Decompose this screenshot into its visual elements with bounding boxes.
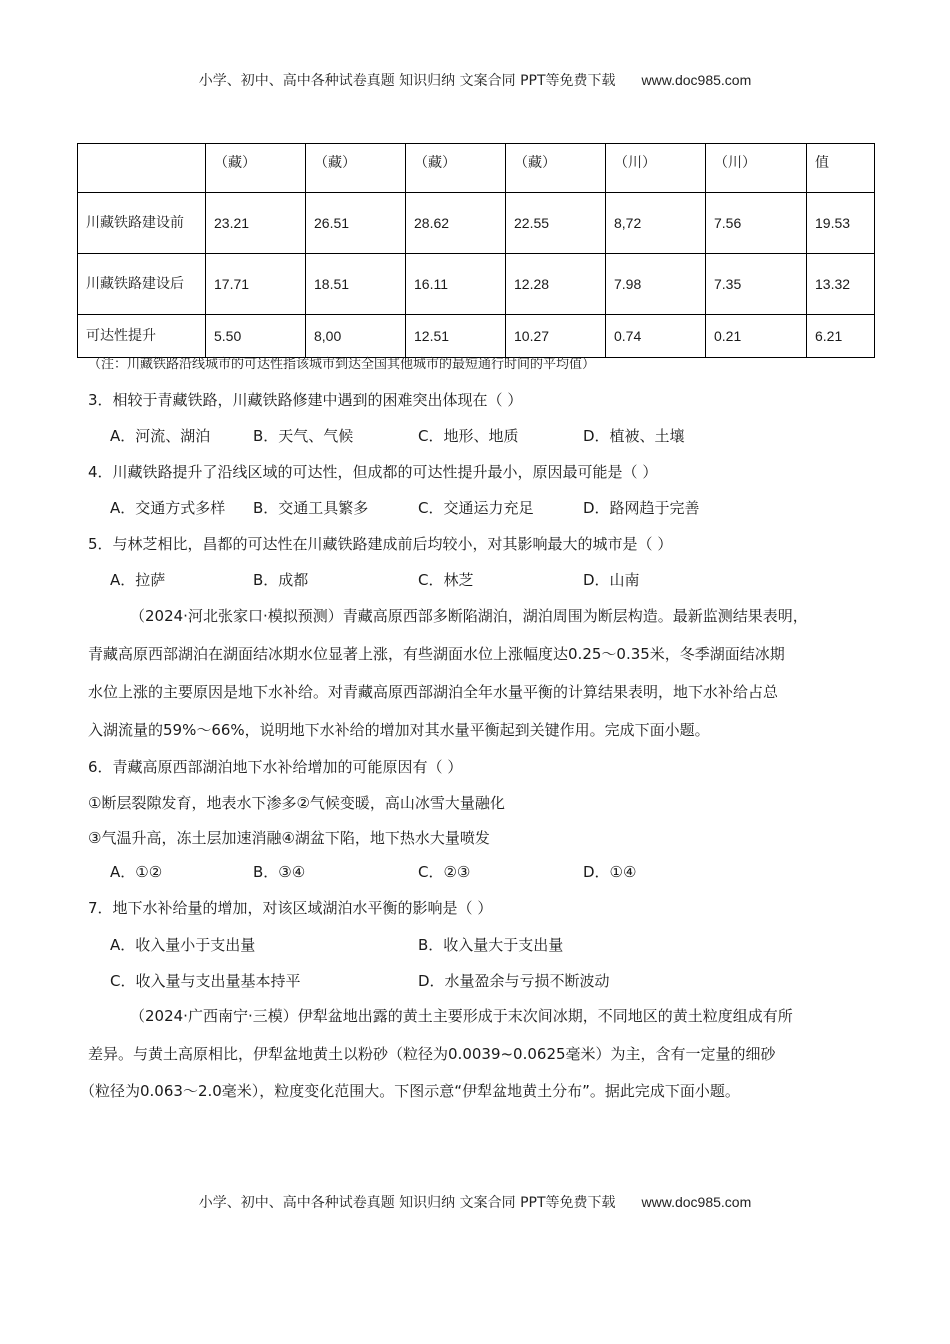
table-header-cell: （川）: [606, 144, 706, 193]
q6-option-c[interactable]: C．②③: [418, 863, 471, 881]
table-cell: 0.74: [606, 315, 706, 358]
q3-option-d[interactable]: D．植被、土壤: [583, 427, 685, 445]
table-cell: 7.98: [606, 254, 706, 315]
q4-option-a[interactable]: A．交通方式多样: [110, 499, 226, 517]
table-cell: 22.55: [506, 193, 606, 254]
table-header-cell: （藏）: [406, 144, 506, 193]
row-label: 可达性提升: [78, 315, 206, 358]
q3-option-c[interactable]: C．地形、地质: [418, 427, 519, 445]
q7-option-c[interactable]: C．收入量与支出量基本持平: [110, 972, 301, 990]
q6-statement-line: ①断层裂隙发育，地表水下渗多②气候变暖，高山冰雪大量融化: [88, 794, 505, 812]
passage-3-line: （粒径为0.063～2.0毫米），粒度变化范围大。下图示意“伊犁盆地黄土分布”。据此完成下面小题。: [80, 1082, 740, 1100]
table-cell: 5.50: [206, 315, 306, 358]
question-3-stem: 3．相较于青藏铁路，川藏铁路修建中遇到的困难突出体现在（ ）: [88, 391, 523, 409]
question-5-stem: 5．与林芝相比，昌都的可达性在川藏铁路建成前后均较小，对其影响最大的城市是（ ）: [88, 535, 673, 553]
passage-2-line: 青藏高原西部湖泊在湖面结冰期水位显著上涨，有些湖面水位上涨幅度达0.25～0.35米，冬季湖面结冰期: [88, 645, 785, 663]
table-cell: 18.51: [306, 254, 406, 315]
table-cell: 26.51: [306, 193, 406, 254]
q5-option-d[interactable]: D．山南: [583, 571, 640, 589]
q4-option-c[interactable]: C．交通运力充足: [418, 499, 534, 517]
row-label: 川藏铁路建设前: [78, 193, 206, 254]
question-4-stem: 4．川藏铁路提升了沿线区域的可达性，但成都的可达性提升最小，原因最可能是（ ）: [88, 463, 658, 481]
passage-3-line: 差异。与黄土高原相比，伊犁盆地黄土以粉砂（粒径为0.0039~0.0625毫米）为主，含有一定量的细砂: [88, 1045, 776, 1063]
table-cell: 16.11: [406, 254, 506, 315]
table-row: [78, 315, 875, 358]
passage-2-line: （2024·河北张家口·模拟预测）青藏高原西部多断陷湖泊，湖泊周围为断层构造。最新监测结果表明，: [130, 607, 808, 625]
q7-option-b[interactable]: B．收入量大于支出量: [418, 936, 564, 954]
row-label: 川藏铁路建设后: [78, 254, 206, 315]
question-6-stem: 6．青藏高原西部湖泊地下水补给增加的可能原因有（ ）: [88, 758, 463, 776]
q7-option-a[interactable]: A．收入量小于支出量: [110, 936, 256, 954]
table-header-cell: 值: [807, 144, 875, 193]
table-cell: 19.53: [807, 193, 875, 254]
table-row: [78, 254, 875, 315]
table-header-cell: （藏）: [206, 144, 306, 193]
q5-option-a[interactable]: A．拉萨: [110, 571, 166, 589]
question-7-stem: 7．地下水补给量的增加，对该区域湖泊水平衡的影响是（ ）: [88, 899, 493, 917]
q4-option-d[interactable]: D．路网趋于完善: [583, 499, 700, 517]
table-header-cell: （藏）: [506, 144, 606, 193]
header-site-link[interactable]: www.doc985.com: [641, 72, 752, 88]
q4-option-b[interactable]: B．交通工具繁多: [253, 499, 369, 517]
passage-2-line: 入湖流量的59%～66%，说明地下水补给的增加对其水量平衡起到关键作用。完成下面小题。: [88, 721, 710, 739]
q3-option-b[interactable]: B．天气、气候: [253, 427, 354, 445]
footer-text: 小学、初中、高中各种试卷真题 知识归纳 文案合同 PPT等免费下载: [198, 1195, 616, 1211]
table-cell: 0.21: [706, 315, 807, 358]
page-header: [0, 70, 950, 90]
q5-option-c[interactable]: C．林芝: [418, 571, 474, 589]
table-cell: 28.62: [406, 193, 506, 254]
table-cell: 12.51: [406, 315, 506, 358]
q3-option-a[interactable]: A．河流、湖泊: [110, 427, 211, 445]
q6-option-b[interactable]: B．③④: [253, 863, 306, 881]
q6-option-d[interactable]: D．①④: [583, 863, 637, 881]
q6-option-a[interactable]: A．①②: [110, 863, 163, 881]
header-text: 小学、初中、高中各种试卷真题 知识归纳 文案合同 PPT等免费下载: [198, 73, 616, 89]
table-header-cell: [78, 144, 206, 193]
table-cell: 8,00: [306, 315, 406, 358]
passage-2-line: 水位上涨的主要原因是地下水补给。对青藏高原西部湖泊全年水量平衡的计算结果表明，地下水补给占总: [88, 683, 779, 701]
table-cell: 6.21: [807, 315, 875, 358]
table-cell: 10.27: [506, 315, 606, 358]
accessibility-table: [77, 143, 875, 358]
table-cell: 13.32: [807, 254, 875, 315]
table-cell: 7.35: [706, 254, 807, 315]
table-row: [78, 193, 875, 254]
table-cell: 17.71: [206, 254, 306, 315]
page-footer: [0, 1192, 950, 1212]
q5-option-b[interactable]: B．成都: [253, 571, 309, 589]
table-cell: 23.21: [206, 193, 306, 254]
table-cell: 7.56: [706, 193, 807, 254]
table-header-row: [78, 144, 875, 193]
table-cell: 8,72: [606, 193, 706, 254]
table-header-cell: （藏）: [306, 144, 406, 193]
q6-statement-line: ③气温升高，冻土层加速消融④湖盆下陷，地下热水大量喷发: [88, 829, 490, 847]
footer-site-link[interactable]: www.doc985.com: [641, 1194, 752, 1210]
table-note: （注：川藏铁路沿线城市的可达性指该城市到达全国其他城市的最短通行时间的平均值）: [88, 357, 596, 372]
passage-3-line: （2024·广西南宁·三模）伊犁盆地出露的黄土主要形成于末次间冰期，不同地区的黄土粒度组成有所: [130, 1007, 793, 1025]
q7-option-d[interactable]: D．水量盈余与亏损不断波动: [418, 972, 610, 990]
table-header-cell: （川）: [706, 144, 807, 193]
table-cell: 12.28: [506, 254, 606, 315]
